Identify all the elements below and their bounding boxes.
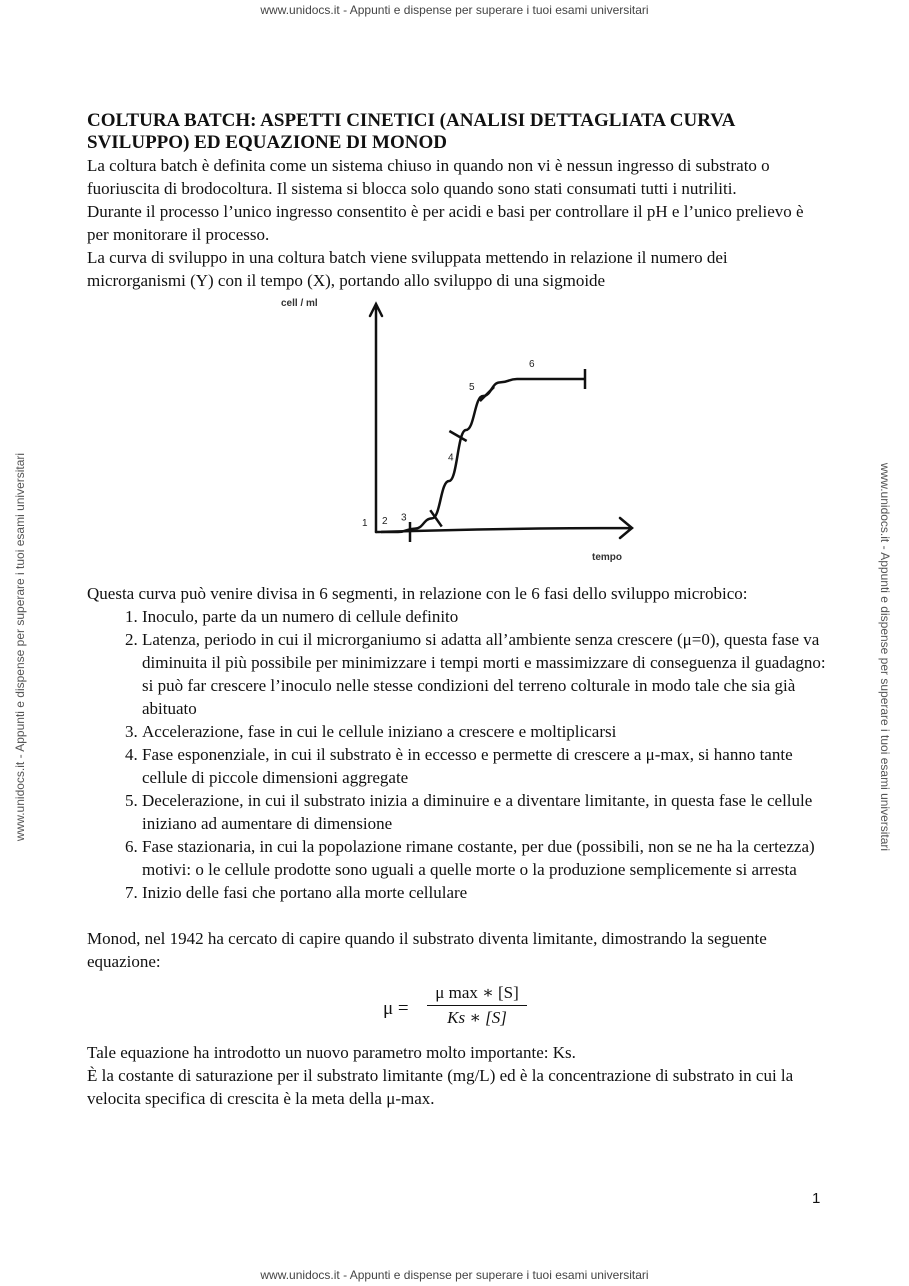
phase-label: 6: [529, 359, 535, 370]
x-axis-label: tempo: [592, 552, 622, 563]
watermark-right: www.unidocs.it - Appunti e dispense per superare i tuoi esami universitari: [878, 462, 892, 852]
growth-curve-chart: [87, 292, 827, 582]
monod-paragraph: Monod, nel 1942 ha cercato di capire quando il substrato diventa limitante, dimostrando la seguente equazione:: [87, 929, 767, 971]
list-item: 7. Inizio delle fasi che portano alla morte cellulare: [142, 881, 827, 904]
phase-label: 5: [469, 382, 475, 393]
document-title: COLTURA BATCH: ASPETTI CINETICI (ANALISI DETTAGLIATA CURVA SVILUPPO) ED EQUAZIONE DI MONOD: [87, 110, 735, 153]
list-item: 5. Decelerazione, in cui il substrato inizia a diminuire e a diventare limitante, in questa fase le cellule iniziano ad aumentare di dimensione: [142, 789, 827, 835]
watermark-top: www.unidocs.it - Appunti e dispense per superare i tuoi esami universitari: [260, 3, 649, 17]
watermark-left: www.unidocs.it - Appunti e dispense per superare i tuoi esami universitari: [13, 452, 27, 842]
phase-label: 2: [382, 516, 388, 527]
ks-paragraph-2: È la costante di saturazione per il substrato limitante (mg/L) ed è la concentrazione di substrato in cui la velocita specifica di crescita è la meta della μ-max.: [87, 1066, 794, 1108]
y-axis-label: cell / ml: [281, 298, 318, 309]
document-body: [87, 110, 827, 1110]
growth-curve-line: [381, 379, 585, 532]
equation-lhs: μ =: [383, 998, 409, 1019]
list-item: 4. Fase esponenziale, in cui il substrato è in eccesso e permette di crescere a μ-max, si hanno tante cellule di piccole dimensioni aggregate: [142, 743, 827, 789]
intro-paragraph-1: La coltura batch è definita come un sistema chiuso in quando non vi è nessun ingresso di substrato o fuoriuscita di brodocoltura. Il sistema si blocca solo quando sono stati consumati tutti i nutriliti.: [87, 156, 770, 198]
segments-intro: Questa curva può venire divisa in 6 segmenti, in relazione con le 6 fasi dello sviluppo microbico:: [87, 584, 748, 603]
y-axis: [370, 304, 382, 532]
ks-paragraph-1: Tale equazione ha introdotto un nuovo parametro molto importante: Ks.: [87, 1043, 576, 1062]
phase-label: 3: [401, 512, 407, 524]
growth-curve-figure: [87, 292, 827, 582]
equation-fraction: [427, 981, 527, 1029]
watermark-bottom: www.unidocs.it - Appunti e dispense per superare i tuoi esami universitari: [260, 1268, 649, 1282]
list-item: 6. Fase stazionaria, in cui la popolazione rimane costante, per due (possibili, non se ne ha la certezza) motivi: o le cellule prodotte sono uguali a quelle morte o la produzione semplicemente si arresta: [142, 835, 827, 881]
phase-label: 4: [448, 452, 454, 464]
list-item: 2. Latenza, periodo in cui il microrganiumo si adatta all’ambiente senza crescere (μ=0), questa fase va diminuita il più possibile per minimizzare i tempi morti e massimizzare di conseguenza il guadagno: si può far crescere l’inoculo nelle stesse condizioni del terreno colturale in modo tale che sia già abituato: [142, 628, 827, 720]
equation-denominator: Ks ∗ [S]: [447, 1008, 507, 1027]
list-item: 1. Inoculo, parte da un numero di cellule definito: [142, 605, 827, 628]
list-item: 3. Accelerazione, fase in cui le cellule iniziano a crescere e moltiplicarsi: [142, 720, 827, 743]
intro-paragraph-2: Durante il processo l’unico ingresso consentito è per acidi e basi per controllare il pH e l’unico prelievo è per monitorare il processo.: [87, 202, 804, 244]
equation-numerator: μ max ∗ [S]: [427, 981, 527, 1006]
page-number: 1: [812, 1190, 821, 1207]
phase-label: 1: [362, 518, 368, 529]
phase-tick: [480, 387, 494, 401]
intro-paragraph-3: La curva di sviluppo in una coltura batch viene sviluppata mettendo in relazione il numero dei microrganismi (Y) con il tempo (X), portando allo sviluppo di una sigmoide: [87, 248, 728, 290]
phases-list: [87, 605, 827, 904]
monod-equation: [87, 979, 827, 1041]
